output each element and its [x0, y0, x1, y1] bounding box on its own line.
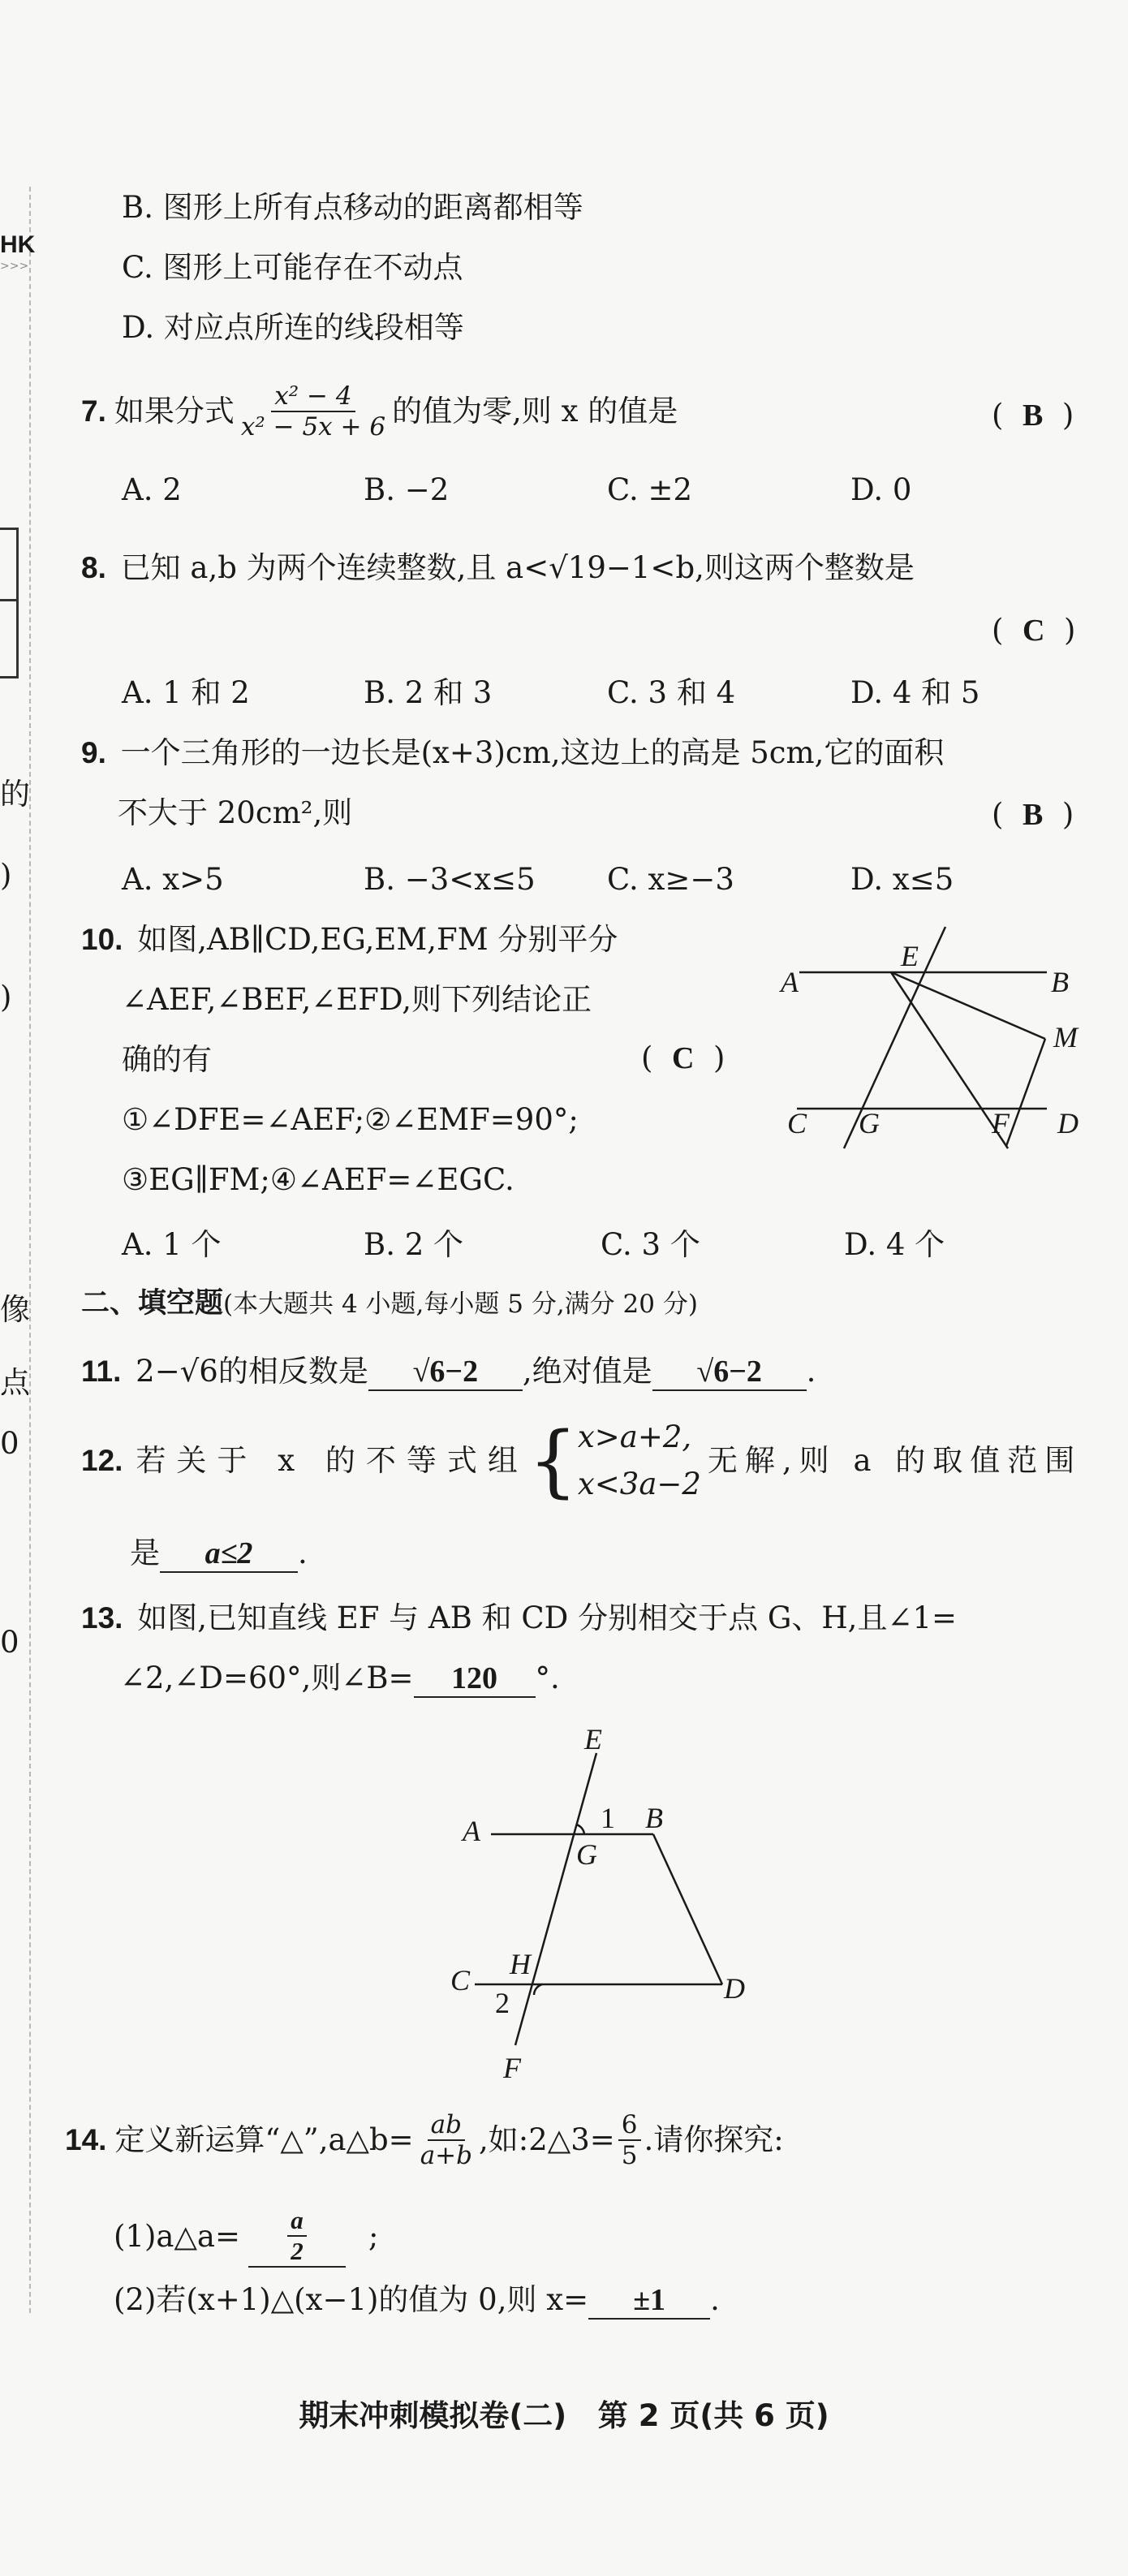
- q13-label-b: B: [645, 1802, 663, 1834]
- margin-char-7: 0: [0, 1625, 19, 1660]
- q10-option-c: C. 3 个: [601, 1227, 700, 1262]
- q6-option-d: D. 对应点所连的线段相等: [122, 310, 464, 345]
- margin-box-divider: [0, 599, 16, 601]
- binding-line: [29, 187, 31, 2313]
- q12-brace: {: [527, 1415, 578, 1506]
- q13-line2-post: °.: [535, 1661, 560, 1695]
- q12-line2: [130, 1534, 308, 1573]
- q8-option-d: D. 4 和 5: [850, 675, 980, 710]
- q14-definition-fraction: [417, 2110, 476, 2170]
- q10-line2: ∠AEF,∠BEF,∠EFD,则下列结论正: [122, 982, 592, 1017]
- q10-label-b: B: [1051, 966, 1069, 998]
- q9-line1: 一个三角形的一边长是(x+3)cm,这边上的高是 5cm,它的面积: [120, 735, 945, 770]
- q13-label-f: F: [503, 2052, 521, 2084]
- q13-line-bd: [653, 1834, 722, 1984]
- q11-blank1: √6−2: [368, 1354, 523, 1391]
- margin-arrow: >>>: [0, 260, 29, 273]
- q14-def-denominator: a+b: [420, 2141, 472, 2170]
- margin-hk: HK: [0, 231, 36, 258]
- q12-number: 12.: [81, 1444, 123, 1477]
- section2-title: 二、填空题: [81, 1287, 224, 1320]
- q6-option-b: B. 图形上所有点移动的距离都相等: [122, 190, 583, 225]
- q12-system: [578, 1414, 701, 1508]
- q13-label-d: D: [724, 1972, 745, 2005]
- q13-label-e: E: [584, 1723, 602, 1755]
- q10-line1: 如图,AB∥CD,EG,EM,FM 分别平分: [137, 922, 618, 957]
- q14-def-numerator: ab: [428, 2110, 465, 2141]
- margin-char-2: ): [0, 858, 12, 893]
- q10-option-d: D. 4 个: [844, 1227, 945, 1262]
- margin-box: [0, 528, 19, 678]
- section2-note: (本大题共 4 小题,每小题 5 分,满分 20 分): [223, 1290, 698, 1319]
- q7-option-d: D. 0: [850, 472, 912, 507]
- q13-stem-line1: [81, 1599, 957, 1638]
- q10-statement2: ③EG∥FM;④∠AEF=∠EGC.: [122, 1162, 514, 1197]
- q14-number: 14.: [65, 2123, 107, 2156]
- q13-line1: 如图,已知直线 EF 与 AB 和 CD 分别相交于点 G、H,且∠1=: [137, 1600, 957, 1635]
- margin-char-1: 的: [0, 777, 30, 812]
- q10-answer-bracket: ( C ): [641, 1040, 725, 1075]
- margin-char-5: 点: [0, 1365, 30, 1400]
- q10-option-b: B. 2 个: [364, 1227, 464, 1262]
- q13-number: 13.: [81, 1601, 123, 1635]
- q14-p1-end: ;: [368, 2219, 379, 2254]
- q10-number: 10.: [81, 923, 123, 956]
- q8-answer: C: [1022, 614, 1045, 648]
- q9-option-d: D. x≤5: [850, 862, 954, 897]
- q14-p1-blank: [248, 2206, 346, 2268]
- q7-option-b: B. −2: [364, 472, 450, 507]
- q10-line-ef: [891, 972, 1008, 1148]
- q10-label-e: E: [901, 940, 919, 972]
- q7-text-post: 的值为零,则 x 的值是: [392, 394, 678, 429]
- q7-denominator: x² − 5x + 6: [240, 412, 386, 442]
- q9-number: 9.: [81, 736, 106, 769]
- q9-answer-bracket: ( B ): [992, 797, 1074, 832]
- q13-angle2-arc: [534, 1984, 542, 1995]
- q10-label-f: F: [992, 1107, 1010, 1139]
- q13-angle1-arc: [576, 1824, 584, 1834]
- q13-line2: [120, 1659, 560, 1698]
- q14-p1-numerator: a: [287, 2206, 307, 2237]
- q14-pre: 定义新运算“△”,a△b=: [114, 2122, 414, 2157]
- q9-option-c: C. x≥−3: [607, 862, 734, 897]
- q14-ex-numerator: 6: [618, 2110, 641, 2141]
- q12-ineq2: x<3a−2: [577, 1467, 701, 1501]
- q10-label-m: M: [1053, 1021, 1078, 1053]
- q13-label-1: 1: [601, 1802, 615, 1834]
- q10-option-a: A. 1 个: [122, 1227, 222, 1262]
- q8-stem: [81, 549, 915, 588]
- q12-line2-pre: 是: [130, 1536, 160, 1570]
- q8-option-c: C. 3 和 4: [607, 675, 736, 710]
- q13-label-h: H: [510, 1948, 531, 1980]
- q11-pre: 2−√6的相反数是: [136, 1354, 368, 1389]
- q13-label-a: A: [463, 1815, 480, 1847]
- q8-number: 8.: [81, 551, 106, 584]
- q10-figure: [763, 917, 1104, 1161]
- q9-option-a: A. x>5: [122, 862, 224, 897]
- q11-mid: ,绝对值是: [522, 1354, 652, 1389]
- q10-answer: C: [671, 1041, 695, 1075]
- margin-char-6: 0: [0, 1426, 19, 1461]
- page-footer: 期末冲刺模拟卷(二) 第 2 页(共 6 页): [299, 2398, 829, 2433]
- q11-end: .: [806, 1354, 816, 1389]
- q10-label-g: G: [859, 1107, 880, 1139]
- q12-pre: 若关于 x 的不等式组: [136, 1443, 528, 1478]
- q14-p1-fraction: [287, 2206, 307, 2266]
- q6-option-c: C. 图形上可能存在不动点: [122, 250, 463, 285]
- q10-line-fm: [1006, 1039, 1045, 1146]
- q12-end: .: [298, 1536, 308, 1570]
- q10-label-a: A: [781, 966, 799, 998]
- section2-heading: [81, 1284, 698, 1324]
- q7-option-a: A. 2: [122, 472, 182, 507]
- q14-mid: ,如:2△3=: [479, 2122, 615, 2157]
- q9-option-b: B. −3<x≤5: [364, 862, 536, 897]
- q7-answer: B: [1022, 398, 1044, 433]
- q7-text-pre: 如果分式: [114, 394, 235, 429]
- q12-stem: [81, 1414, 1082, 1508]
- q13-figure: [438, 1721, 779, 2094]
- q8-option-b: B. 2 和 3: [364, 675, 493, 710]
- q13-blank: 120: [414, 1661, 536, 1698]
- q12-blank: a≤2: [160, 1536, 298, 1573]
- q9-stem-line1: [81, 734, 944, 773]
- q14-part2: [114, 2281, 720, 2320]
- q14-post: .请你探究:: [644, 2122, 784, 2157]
- q12-post: 无解,则 a 的取值范围: [707, 1443, 1083, 1478]
- q10-label-c: C: [787, 1107, 807, 1139]
- q10-statement1: ①∠DFE=∠AEF;②∠EMF=90°;: [122, 1102, 579, 1137]
- q13-label-2: 2: [495, 1987, 510, 2019]
- q8-text: 已知 a,b 为两个连续整数,且 a<√19−1<b,则这两个整数是: [120, 550, 915, 585]
- q11-blank2: √6−2: [652, 1354, 807, 1391]
- margin-char-3: ): [0, 980, 12, 1014]
- q8-answer-bracket: ( C ): [992, 613, 1076, 648]
- q14-example-fraction: [618, 2110, 641, 2170]
- q14-p1-denominator: 2: [291, 2237, 304, 2265]
- q10-line3: 确的有: [122, 1042, 212, 1077]
- q14-stem: [65, 2110, 784, 2170]
- q14-part1: [114, 2206, 378, 2268]
- q8-option-a: A. 1 和 2: [122, 675, 250, 710]
- q11-stem: [81, 1352, 816, 1391]
- q10-label-d: D: [1057, 1107, 1078, 1139]
- q9-answer: B: [1022, 798, 1044, 832]
- q7-fraction: [238, 381, 389, 442]
- q14-p1-pre: (1)a△a=: [114, 2219, 240, 2254]
- q14-ex-denominator: 5: [621, 2141, 638, 2170]
- q13-label-g: G: [576, 1838, 597, 1871]
- q10-stem-line1: [81, 920, 618, 959]
- margin-char-4: 像: [0, 1292, 30, 1327]
- q9-line2: 不大于 20cm²,则: [118, 795, 353, 830]
- q13-label-c: C: [450, 1964, 471, 1997]
- q13-line2-pre: ∠2,∠D=60°,则∠B=: [120, 1661, 414, 1695]
- q13-line-ef: [515, 1753, 596, 2045]
- q7-numerator: x² − 4: [271, 381, 355, 412]
- q7-stem: [81, 381, 678, 442]
- q14-p2-blank: ±1: [588, 2282, 710, 2320]
- q11-number: 11.: [81, 1355, 122, 1388]
- q7-option-c: C. ±2: [607, 472, 693, 507]
- q7-answer-bracket: ( B ): [992, 398, 1074, 433]
- q14-p2-pre: (2)若(x+1)△(x−1)的值为 0,则 x=: [114, 2282, 589, 2317]
- q12-ineq1: x>a+2,: [577, 1419, 692, 1454]
- q7-number: 7.: [81, 394, 106, 428]
- q14-p2-end: .: [710, 2282, 720, 2317]
